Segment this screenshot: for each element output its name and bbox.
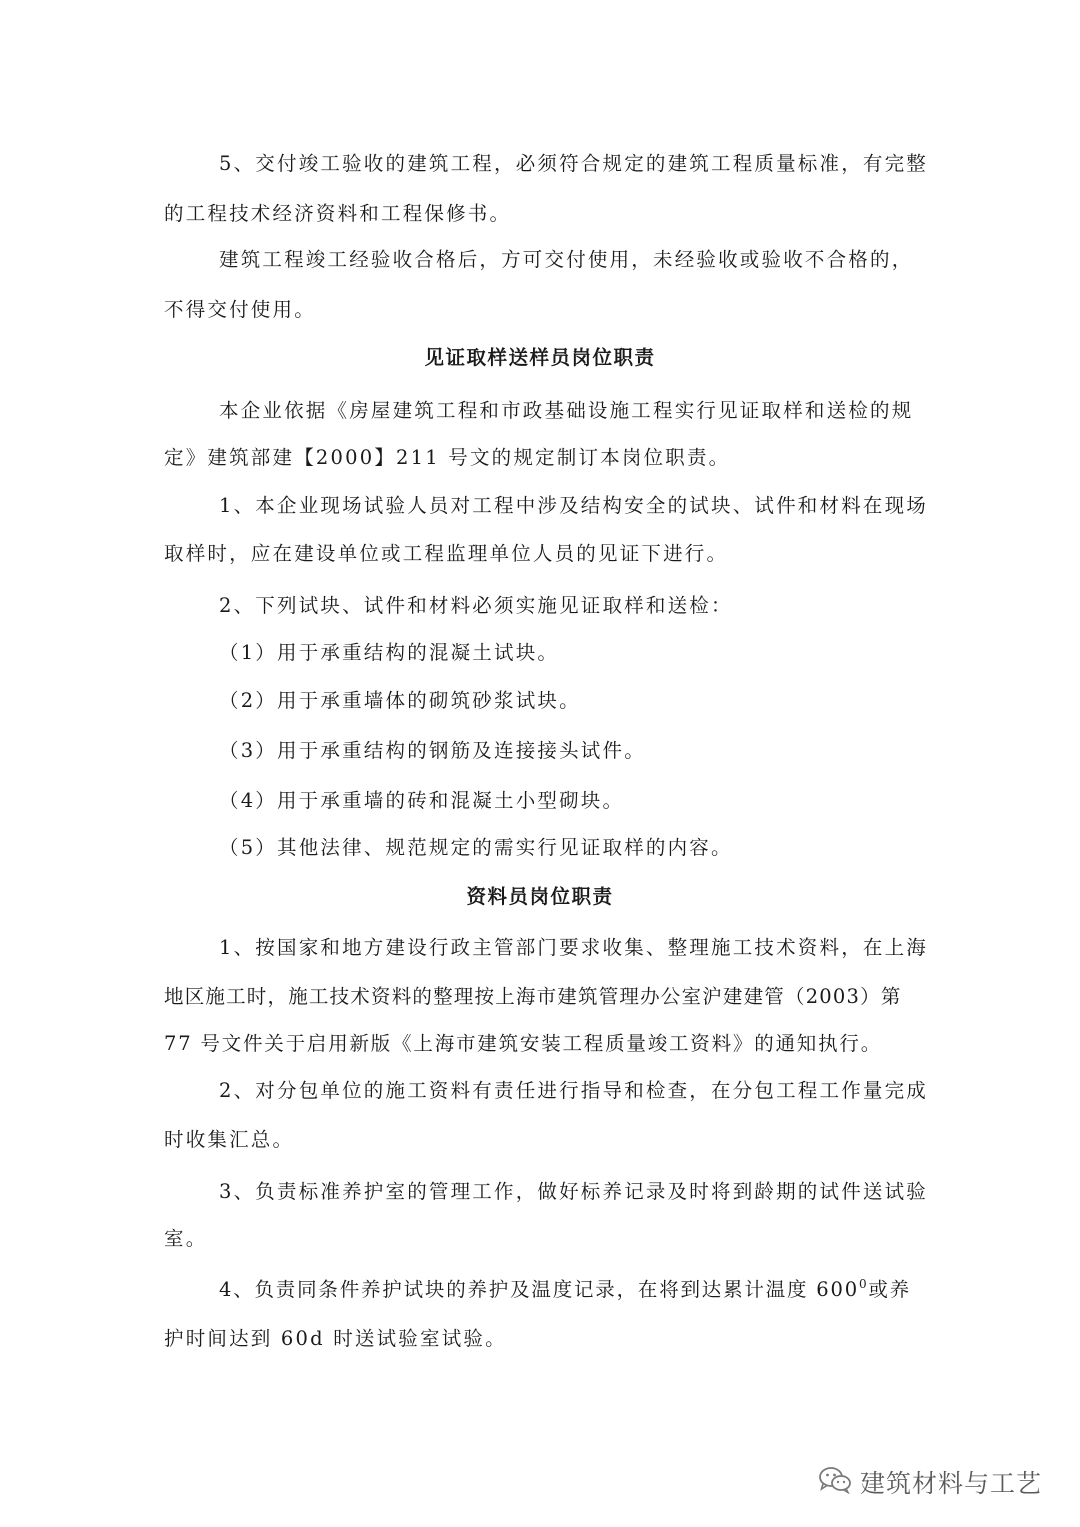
docs-item-2-line-2: 时收集汇总。	[164, 1128, 295, 1151]
witness-item-1-line-1: 1、本企业现场试验人员对工程中涉及结构安全的试块、试件和材料在现场	[219, 494, 929, 517]
witness-sub-item-2: （2）用于承重墙体的砌筑砂浆试块。	[219, 689, 581, 712]
witness-sub-item-5: （5）其他法律、规范规定的需实行见证取样的内容。	[219, 836, 733, 859]
paragraph-2-line-2: 不得交付使用。	[164, 298, 316, 321]
docs-item-1-line-1: 1、按国家和地方建设行政主管部门要求收集、整理施工技术资料，在上海	[219, 936, 929, 959]
docs-item-4-line-1-end: 或养	[868, 1278, 911, 1301]
docs-item-2-line-1: 2、对分包单位的施工资料有责任进行指导和检查，在分包工程工作量完成	[219, 1079, 929, 1102]
docs-item-4-line-2: 护时间达到 60d 时送试验室试验。	[164, 1327, 507, 1350]
paragraph-1-line-1: 5、交付竣工验收的建筑工程，必须符合规定的建筑工程质量标准，有完整	[219, 152, 929, 175]
docs-item-1-line-2: 地区施工时，施工技术资料的整理按上海市建筑管理办公室沪建建管（2003）第	[164, 985, 902, 1008]
docs-item-3-line-1: 3、负责标准养护室的管理工作，做好标养记录及时将到龄期的试件送试验	[219, 1180, 929, 1203]
witness-sub-item-4: （4）用于承重墙的砖和混凝土小型砌块。	[219, 789, 625, 812]
witness-sub-item-3: （3）用于承重结构的钢筋及连接接头试件。	[219, 739, 646, 762]
witness-item-1-line-2: 取样时，应在建设单位或工程监理单位人员的见证下进行。	[164, 542, 729, 565]
temperature-superscript: 0	[858, 1277, 869, 1291]
witness-intro-line-1: 本企业依据《房屋建筑工程和市政基础设施工程实行见证取样和送检的规	[219, 399, 914, 422]
watermark	[818, 1462, 1042, 1502]
docs-item-4-line-1	[219, 1276, 911, 1304]
watermark-text: 建筑材料与工艺	[860, 1469, 1043, 1498]
section-title-docs: 资料员岗位职责	[466, 885, 614, 908]
witness-sub-item-1: （1）用于承重结构的混凝土试块。	[219, 641, 560, 664]
section-title-witness: 见证取样送样员岗位职责	[424, 346, 656, 369]
wechat-icon	[818, 1466, 852, 1498]
docs-item-4-line-1-text: 4、负责同条件养护试块的养护及温度记录，在将到达累计温度 600	[219, 1278, 859, 1301]
docs-item-3-line-2: 室。	[164, 1227, 208, 1250]
witness-item-2: 2、下列试块、试件和材料必须实施见证取样和送检：	[219, 594, 733, 617]
paragraph-2-line-1: 建筑工程竣工经验收合格后，方可交付使用，未经验收或验收不合格的，	[219, 248, 914, 271]
docs-item-1-line-3: 77 号文件关于启用新版《上海市建筑安装工程质量竣工资料》的通知执行。	[164, 1032, 883, 1055]
witness-intro-line-2: 定》建筑部建【2000】211 号文的规定制订本岗位职责。	[164, 446, 731, 469]
paragraph-1-line-2: 的工程技术经济资料和工程保修书。	[164, 202, 512, 225]
